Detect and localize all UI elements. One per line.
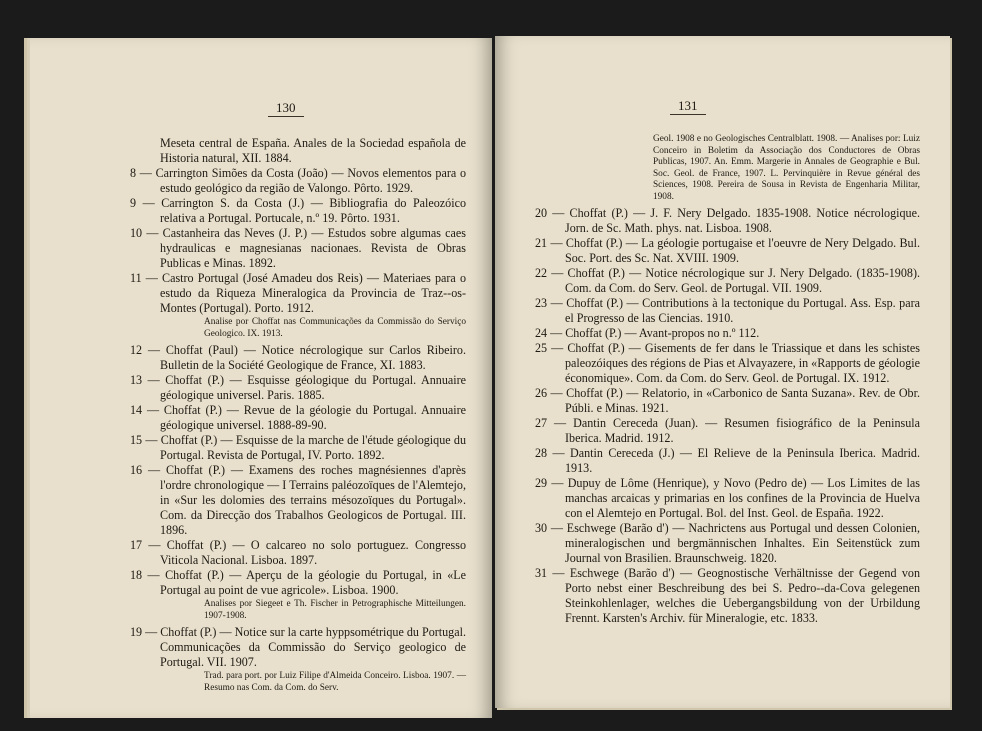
bibliography-entry: 21 — Choffat (P.) — La géologie portugaise et l'oeuvre de Nery Delgado. Bul. Soc. Port. des Sc. Nat. XVIII. 1909. <box>535 236 920 265</box>
bibliography-note: Trad. para port. por Luiz Filipe d'Almeida Conceiro. Lisboa. 1907. — Resumo nas Com. da Com. do Serv. <box>204 671 466 693</box>
bibliography-entry: 27 — Dantin Cereceda (Juan). — Resumen fisiográfico de la Peninsula Iberica. Madrid. 1912. <box>535 416 920 445</box>
bibliography-entry: 16 — Choffat (P.) — Examens des roches magnésiennes d'après l'ordre chronologique — I Terrains paléozoïques de l'Alemtejo, in «Sur les dolomies des terrains mésozoïques du Portugal». Com. da Direcção dos Trabalhos Geologicos de Portugal. III. 1896. <box>130 463 466 537</box>
bibliography-entry: 15 — Choffat (P.) — Esquisse de la marche de l'étude géologique du Portugal. Revista de Portugal, IV. Porto. 1892. <box>130 433 466 462</box>
bibliography-entry: 29 — Dupuy de Lôme (Henrique), y Novo (Pedro de) — Los Limites de las manchas arcaicas y primarias en los confines de la Provincia de Huelva con el Alemtejo en Portugal. Bol. del Inst. Geol. de España. 1922. <box>535 476 920 520</box>
bibliography-entry: 11 — Castro Portugal (José Amadeu dos Reis) — Materiaes para o estudo da Riqueza Mineralogica da Provincia de Traz--os-Montes (Portugal). Porto. 1912. <box>130 271 466 315</box>
bibliography-entry: 14 — Choffat (P.) — Revue de la géologie du Portugal. Annuaire géologique universel. 1888-89-90. <box>130 403 466 432</box>
bibliography-entry: 17 — Choffat (P.) — O calcareo no solo portuguez. Congresso Viticola Nacional. Lisboa. 1897. <box>130 538 466 567</box>
bibliography-note: Geol. 1908 e no Geologisches Centralblatt. 1908. — Analises por: Luiz Conceiro in Boletim da Associação dos Conductores de Obras Publicas, 1907. An. Emm. Margerie in Annales de Geographie e Bul. Soc. Geol. de France, 1907. L. Pervinquière in Revue général des Sciences, 1908. Pereira de Sousa in Revista de Engenharia Militar, 1908. <box>653 134 920 202</box>
bibliography-entry: 26 — Choffat (P.) — Relatorio, in «Carbonico de Santa Suzana». Rev. de Obr. Públi. e Minas. 1921. <box>535 386 920 415</box>
bibliography-entry: 20 — Choffat (P.) — J. F. Nery Delgado. 1835-1908. Notice nécrologique. Jorn. de Sc. Math. phys. nat. Lisboa. 1908. <box>535 206 920 235</box>
bibliography-entry: 8 — Carrington Simões da Costa (João) — Novos elementos para o estudo geológico da região de Valongo. Pôrto. 1929. <box>130 166 466 195</box>
bibliography-entry: 19 — Choffat (P.) — Notice sur la carte hyppsométrique du Portugal. Communicações da Commissão do Serviço geologico de Portugal. VII. 1907. <box>130 625 466 669</box>
bibliography-entry: 30 — Eschwege (Barão d') — Nachrictens aus Portugal und dessen Colonien, mineralogischen und bergmännischen Inhaltes. Ein Seitenstück zum Journal von Brasilien. Braunschweig. 1820. <box>535 521 920 565</box>
page-number-left: 130 <box>276 100 296 115</box>
bibliography-entry: 22 — Choffat (P.) — Notice nécrologique sur J. Nery Delgado. (1835-1908). Com. da Com. do Serv. Geol. de Portugal. VII. 1909. <box>535 266 920 295</box>
bibliography-entry: 31 — Eschwege (Barão d') — Geognostische Verhältnisse der Gegend von Porto nebst einer Beschreibung des bei S. Pedro--da-Cova gelegenen Steinkohlenlager, welches die Uebergangsbildung von der Urbildung Frennt. Karsten's Archiv. für Mineralogie, etc. 1833. <box>535 566 920 625</box>
bibliography-entry: 23 — Choffat (P.) — Contributions à la tectonique du Portugal. Ass. Esp. para el Progresso de las Ciencias. 1910. <box>535 296 920 325</box>
bibliography-entry: 25 — Choffat (P.) — Gisements de fer dans le Triassique et dans les schistes paleozóiques des régions de Pias et Alvayazere, in «Rapports de géologie économique». Com. da Com. do Serv. Geol. de Portugal. IX. 1912. <box>535 341 920 385</box>
bibliography-note: Analises por Siegeet e Th. Fischer in Petrographische Mitteilungen. 1907-1908. <box>204 599 466 621</box>
bibliography-note: Analise por Choffat nas Communicações da Commissão do Serviço Geologico. IX. 1913. <box>204 317 466 339</box>
bibliography-entry: 18 — Choffat (P.) — Aperçu de la géologie du Portugal, in «Le Portugal au point de vue agricole». Lisboa. 1900. <box>130 568 466 597</box>
page-number-right: 131 <box>678 98 698 113</box>
right-page-text <box>535 134 920 626</box>
right-page <box>495 36 950 708</box>
bibliography-entry: 12 — Choffat (Paul) — Notice nécrologique sur Carlos Ribeiro. Bulletin de la Société Geologique de France, XI. 1883. <box>130 343 466 372</box>
bibliography-entry: 13 — Choffat (P.) — Esquisse géologique du Portugal. Annuaire géologique universel. Paris. 1885. <box>130 373 466 402</box>
bibliography-entry: 10 — Castanheira das Neves (J. P.) — Estudos sobre algumas caes hydraulicas e magnesianas nacionaes. Revista de Obras Publicas e Minas. 1892. <box>130 226 466 270</box>
left-page-text <box>130 136 466 697</box>
bibliography-entry: Meseta central de España. Anales de la Sociedad española de Historia natural, XII. 1884. <box>160 136 466 165</box>
bibliography-entry: 24 — Choffat (P.) — Avant-propos no n.º 112. <box>535 326 760 340</box>
bibliography-entry: 28 — Dantin Cereceda (J.) — El Relieve de la Peninsula Iberica. Madrid. 1913. <box>535 446 920 475</box>
left-page <box>30 38 492 718</box>
bibliography-entry: 9 — Carrington S. da Costa (J.) — Bibliografia do Paleozóico relativa a Portugal. Portucale, n.º 19. Pôrto. 1931. <box>130 196 466 225</box>
